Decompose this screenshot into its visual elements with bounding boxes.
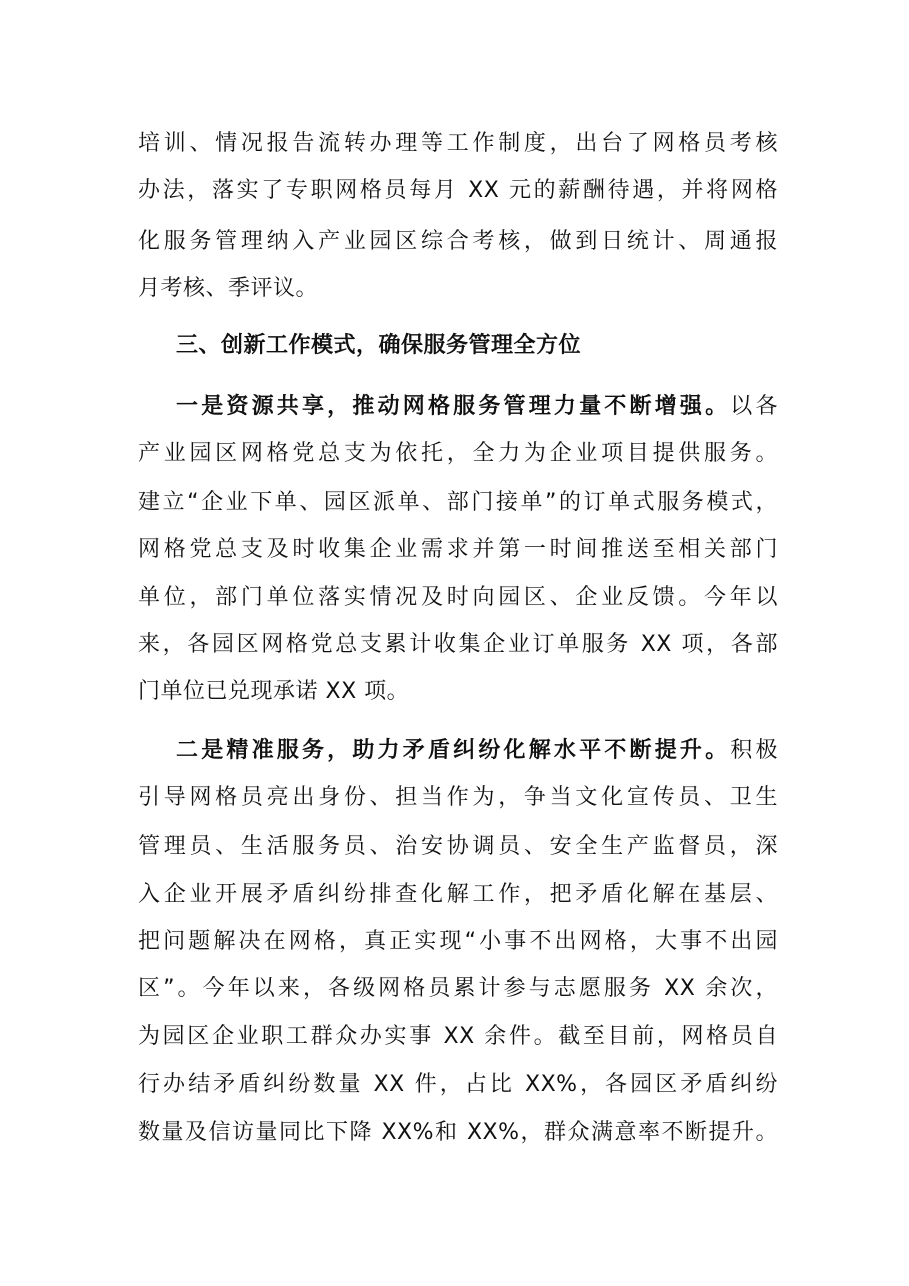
intro-line-2: 办法，落实了专职网格员每月 XX 元的薪酬待遇，并将网格 — [138, 178, 778, 203]
para1-line-6: 来，各园区网格党总支累计收集企业订单服务 XX 项，各部 — [138, 632, 778, 657]
para2-line-4: 入企业开展矛盾纠纷排查化解工作，把矛盾化解在基层、 — [138, 882, 778, 907]
para1-line-2: 产业园区网格党总支为依托，全力为企业项目提供服务。 — [138, 441, 778, 466]
para1-first-line — [176, 392, 778, 422]
para1-line-3: 建立“企业下单、园区派单、部门接单”的订单式服务模式， — [138, 490, 778, 515]
para2-line-8: 行办结矛盾纠纷数量 XX 件，占比 XX%，各园区矛盾纠纷 — [138, 1072, 778, 1097]
para1-first-tail: 以各 — [730, 394, 778, 419]
intro-line-4: 月考核、季评议。 — [138, 276, 319, 301]
para2-line-7: 为园区企业职工群众办实事 XX 余件。截至目前，网格员自 — [138, 1024, 778, 1049]
section-heading: 三、创新工作模式，确保服务管理全方位 — [176, 333, 582, 358]
para1-line-4: 网格党总支及时收集企业需求并第一时间推送至相关部门 — [138, 537, 778, 562]
para1-line-5: 单位，部门单位落实情况及时向园区、企业反馈。今年以 — [138, 585, 778, 610]
intro-line-1: 培训、情况报告流转办理等工作制度，出台了网格员考核 — [138, 131, 778, 156]
para1-line-7: 门单位已兑现承诺 XX 项。 — [138, 679, 410, 704]
para2-first-tail: 积极 — [730, 738, 778, 763]
para1-lead: 一是资源共享，推动网格服务管理力量不断增强。 — [176, 394, 731, 419]
para2-first-line — [176, 736, 778, 766]
para2-line-9: 数量及信访量同比下降 XX%和 XX%，群众满意率不断提升。 — [138, 1120, 778, 1145]
para2-line-3: 管理员、生活服务员、治安协调员、安全生产监督员，深 — [138, 834, 778, 859]
intro-line-3: 化服务管理纳入产业园区综合考核，做到日统计、周通报 — [138, 229, 778, 254]
para2-lead: 二是精准服务，助力矛盾纠纷化解水平不断提升。 — [176, 738, 731, 763]
para2-line-6: 区”。今年以来，各级网格员累计参与志愿服务 XX 余次， — [138, 976, 778, 1001]
para2-line-5: 把问题解决在网格，真正实现“小事不出网格，大事不出园 — [138, 929, 778, 954]
para2-line-2: 引导网格员亮出身份、担当作为，争当文化宣传员、卫生 — [138, 785, 778, 810]
